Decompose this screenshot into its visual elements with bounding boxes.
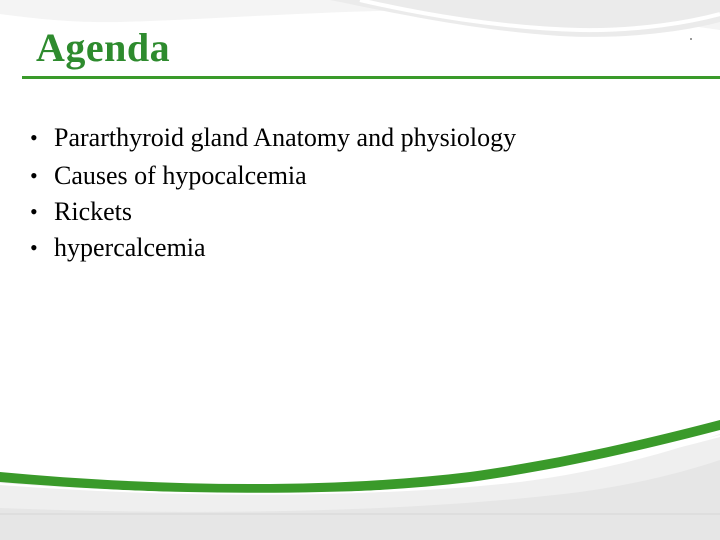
bullet-item (30, 160, 530, 192)
bullet-text: Rickets (54, 197, 132, 226)
bullet-text: Causes of hypocalcemia (54, 161, 307, 190)
title-underline (22, 76, 720, 79)
slide-title: Agenda (36, 25, 171, 70)
corner-dot (690, 38, 692, 40)
bullet-glyph: • (30, 125, 38, 150)
bottom-decorative-swoosh (0, 400, 720, 540)
bullet-item (30, 232, 530, 264)
bullet-glyph: • (30, 163, 38, 188)
bullet-item (30, 122, 530, 154)
bullet-glyph: • (30, 199, 38, 224)
bullet-text: Pararthyroid gland Anatomy and physiology (54, 123, 517, 152)
bullet-glyph: • (30, 235, 38, 260)
bullet-list (30, 122, 530, 268)
bullet-text: hypercalcemia (54, 233, 206, 262)
bullet-item (30, 196, 530, 228)
